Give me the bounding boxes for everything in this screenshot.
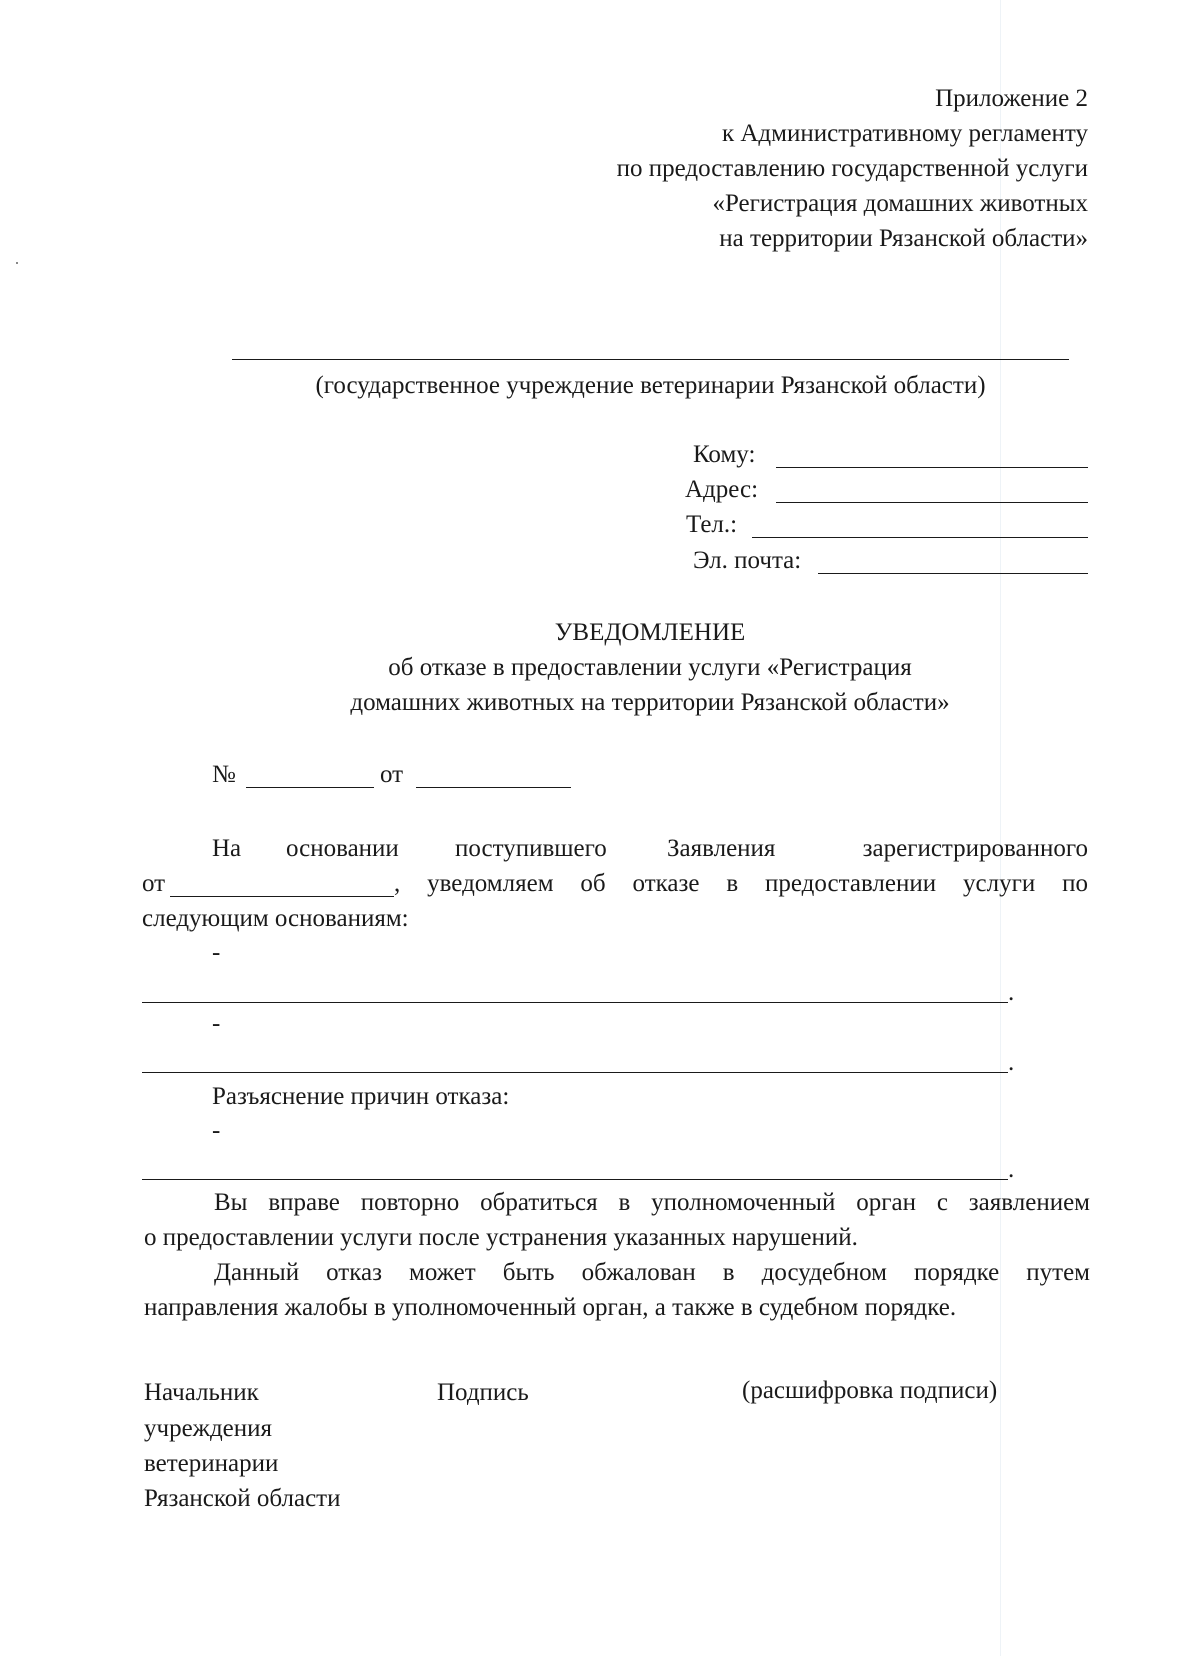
reason-1-period: . (1008, 979, 1015, 1006)
explanation-period: . (1008, 1156, 1015, 1183)
email-field-line (818, 573, 1088, 574)
notice-title: УВЕДОМЛЕНИЕ (554, 619, 746, 646)
to-field-line (776, 467, 1088, 468)
address-label: Адрес: (685, 476, 759, 503)
explanation-line (142, 1179, 1008, 1180)
institution-caption: (государственное учреждение ветеринарии Рязанской области) (315, 372, 986, 399)
p1-word-5: зарегистрированного (862, 835, 1088, 862)
header-line-5: на территории Рязанской области» (719, 225, 1088, 252)
reason-1-dash: - (212, 939, 221, 966)
header-line-3: по предоставлению государственной услуги (616, 155, 1088, 182)
signer-position-4: Рязанской области (144, 1485, 341, 1512)
scan-dot (16, 262, 18, 264)
number-label: № (212, 761, 236, 788)
phone-field-line (752, 537, 1088, 538)
p1-word-4: Заявления (667, 835, 776, 862)
p1-from-label: от (142, 870, 166, 897)
institution-fill-line (232, 359, 1069, 360)
p1-rest: , уведомляем об отказе в предоставлении услуги по (394, 870, 1088, 897)
reason-2-period: . (1008, 1049, 1015, 1076)
p1-word-2: основании (286, 835, 399, 862)
date-from-label: от (380, 761, 404, 788)
p3-line-1: Данный отказ может быть обжалован в досудебном порядке путем (214, 1259, 1090, 1286)
explanation-dash: - (212, 1117, 221, 1144)
p3-line-2: направления жалобы в уполномоченный орган, а также в судебном порядке. (144, 1294, 957, 1321)
header-line-4: «Регистрация домашних животных (712, 190, 1088, 217)
signature-label: Подпись (437, 1379, 529, 1406)
signer-position-1: Начальник (144, 1379, 259, 1406)
date-field-line (416, 787, 571, 788)
to-label: Кому: (693, 441, 756, 468)
p1-last-line: следующим основаниям: (142, 905, 409, 932)
p2-line-1: Вы вправе повторно обратиться в уполномоченный орган с заявлением (214, 1189, 1090, 1216)
notice-subtitle-2: домашних животных на территории Рязанской области» (350, 689, 950, 716)
reason-2-line (142, 1072, 1008, 1073)
header-line-1: Приложение 2 (935, 85, 1088, 112)
p1-word-3: поступившего (455, 835, 607, 862)
p2-line-2: о предоставлении услуги после устранения указанных нарушений. (144, 1224, 858, 1251)
reason-2-dash: - (212, 1010, 221, 1037)
address-field-line (776, 502, 1088, 503)
number-field-line (246, 787, 374, 788)
signer-position-2: учреждения (144, 1415, 273, 1442)
signer-position-3: ветеринарии (144, 1450, 279, 1477)
header-line-2: к Административному регламенту (721, 120, 1088, 147)
phone-label: Тел.: (686, 511, 738, 538)
signature-decode-label: (расшифровка подписи) (742, 1377, 998, 1404)
p1-word-1: На (212, 835, 242, 862)
email-label: Эл. почта: (693, 547, 802, 574)
application-date-line (170, 896, 394, 897)
explanation-label: Разъяснение причин отказа: (212, 1083, 510, 1110)
reason-1-line (142, 1002, 1008, 1003)
notice-subtitle-1: об отказе в предоставлении услуги «Регистрация (388, 654, 912, 681)
